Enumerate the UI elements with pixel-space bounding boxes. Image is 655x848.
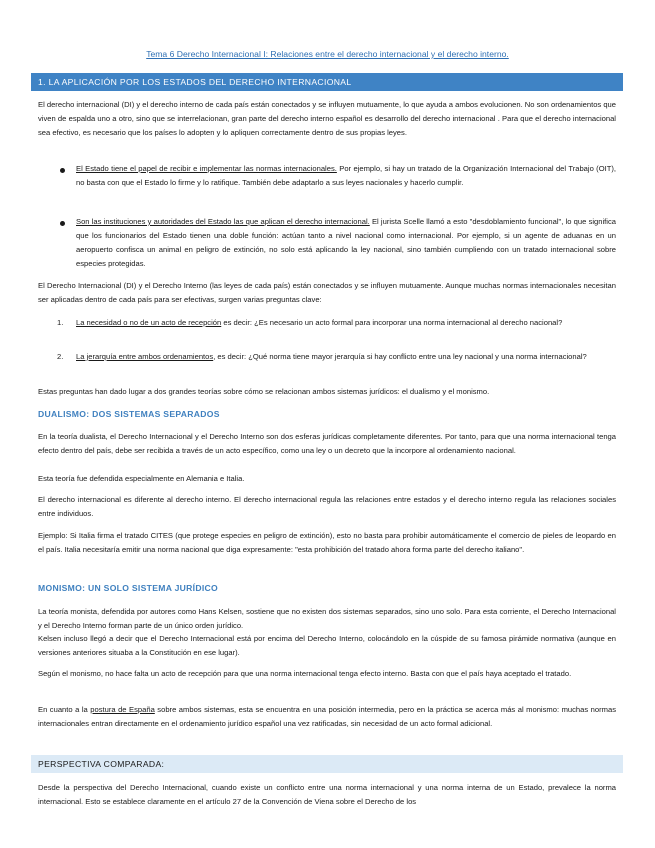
bullet-item-instituciones: [76, 215, 616, 271]
question-text: es decir: ¿Es necesario un acto formal para incorporar una norma internacional al derecho nacional?: [221, 318, 563, 327]
paragraph-relacion: El Derecho Internacional (DI) y el Derecho Interno (las leyes de cada país) están conectados y se influyen mutuamente. Aunque muchas normas internacionales necesitan ser aplicadas dentro de cada país para ser efectivas, surgen varias preguntas clave:: [38, 281, 616, 304]
section-heading-perspectiva: PERSPECTIVA COMPARADA:: [31, 755, 623, 773]
question-text: , es decir: ¿Qué norma tiene mayor jerarquía si hay conflicto entre una ley nacional y una norma internacional?: [213, 352, 587, 361]
section-heading-aplicacion: 1. LA APLICACIÓN POR LOS ESTADOS DEL DERECHO INTERNACIONAL: [31, 73, 623, 91]
text-run: En cuanto a la: [38, 705, 91, 714]
text-run: sobre ambos sistemas, esta se encuentra en una posición intermedia, pero en la práctica se acerca más al monismo: muchas normas internacionales entran directamente en el ordenamiento jurídico español una vez ratificadas, sin necesidad de un acto formal adicional.: [38, 705, 616, 728]
paragraph-monismo-kelsen: Kelsen incluso llegó a decir que el Derecho Internacional está por encima del Derecho Interno, colocándolo en la cúspide de su famosa pirámide normativa (aunque en versiones anteriores situaba a la Constitución en ese lugar).: [38, 634, 616, 657]
paragraph-monismo-recepcion: Según el monismo, no hace falta un acto de recepción para que una norma internacional tenga efecto interno. Basta con que el país haya aceptado el tratado.: [38, 669, 572, 678]
paragraph-dualismo-ejemplo: Ejemplo: Si Italia firma el tratado CITES (que protege especies en peligro de extinción), esto no basta para prohibir automáticamente el comercio de pieles de leopardo en el país. Italia necesitaría emitir una norma nacional que diga expresamente: "esta prohibición del tratado ahora forma parte del derecho italiano".: [38, 531, 616, 554]
postura-espana-link[interactable]: postura de España: [90, 705, 155, 714]
list-number: 2.: [57, 352, 64, 361]
heading-dualismo: DUALISMO: DOS SISTEMAS SEPARADOS: [38, 409, 220, 419]
list-number: 1.: [57, 318, 64, 327]
document-title[interactable]: Tema 6 Derecho Internacional I: Relaciones entre el derecho internacional y el derecho interno.: [146, 49, 509, 59]
bullet-item-estado: [76, 162, 616, 190]
paragraph-dualismo-diferencia: El derecho internacional es diferente al derecho interno. El derecho internacional regula las relaciones entre estados y el derecho interno regula las relaciones sociales entre individuos.: [38, 495, 616, 518]
paragraph-dualismo-definicion: En la teoría dualista, el Derecho Internacional y el Derecho Interno son dos esferas jurídicas completamente diferentes. Por tanto, para que una norma internacional tenga efecto dentro del país, debe ser recibida a través de un acto específico, como una ley o un decreto que la incorpore al ordenamiento nacional.: [38, 432, 616, 455]
paragraph-teorias: Estas preguntas han dado lugar a dos grandes teorías sobre cómo se relacionan ambos sistemas jurídicos: el dualismo y el monismo.: [38, 387, 490, 396]
paragraph-monismo-definicion: La teoría monista, defendida por autores como Hans Kelsen, sostiene que no existen dos sistemas separados, sino uno solo. Para esta corriente, el Derecho Internacional y el Derecho Interno forman parte de un único orden jurídico.: [38, 607, 616, 630]
intro-paragraph: El derecho internacional (DI) y el derecho interno de cada país están conectados y se influyen mutuamente, lo que ayuda a ambos evolucionen. No son ordenamientos que viven de espalda uno a otro, sino que se interrelacionan, gran parte del derecho interno español es desarrollo del derecho internacional . Para que el derecho internacional sea efectivo, es necesario que los países lo adopten y lo apliquen correctamente dentro de sus propias leyes.: [38, 100, 616, 137]
question-lead: La necesidad o no de un acto de recepción: [76, 318, 222, 327]
paragraph-dualismo-origen: Esta teoría fue defendida especialmente en Alemania e Italia.: [38, 474, 245, 483]
heading-monismo: MONISMO: UN SOLO SISTEMA JURÍDICO: [38, 583, 219, 593]
bullet-marker: [60, 221, 65, 226]
paragraph-postura-espana: [38, 703, 616, 731]
bullet-text: El jurista Scelle llamó a esto "desdoblamiento funcional", lo que significa que los funcionarios del Estado tienen una doble función: actúan tanto a nivel nacional como internacional. Por ejemplo, si un agente de aduanas en un aeropuerto confisca un animal en peligro de extinción, no solo está aplicando la ley nacional, sino también cumpliendo con un tratado internacional sobre especies protegidas.: [76, 217, 616, 268]
bullet-lead: El Estado tiene el papel de recibir e implementar las normas internacionales.: [76, 164, 337, 173]
question-item-recepcion: [76, 316, 616, 330]
bullet-lead: Son las instituciones y autoridades del Estado las que aplican el derecho internacional.: [76, 217, 370, 226]
bullet-text: Por ejemplo, si hay un tratado de la Organización Internacional del Trabajo (OIT), no basta con que el Estado lo firme y lo ratifique. También debe adaptarlo a sus leyes nacionales y hacerlo cumplir.: [76, 164, 616, 187]
question-item-jerarquia: [76, 350, 616, 364]
paragraph-perspectiva: Desde la perspectiva del Derecho Internacional, cuando existe un conflicto entre una norma internacional y una norma interna de un Estado, prevalece la norma internacional. Esto se establece claramente en el artículo 27 de la Convención de Viena sobre el Derecho de los: [38, 783, 616, 806]
bullet-marker: [60, 168, 65, 173]
question-lead: La jerarquía entre ambos ordenamientos: [76, 352, 214, 361]
